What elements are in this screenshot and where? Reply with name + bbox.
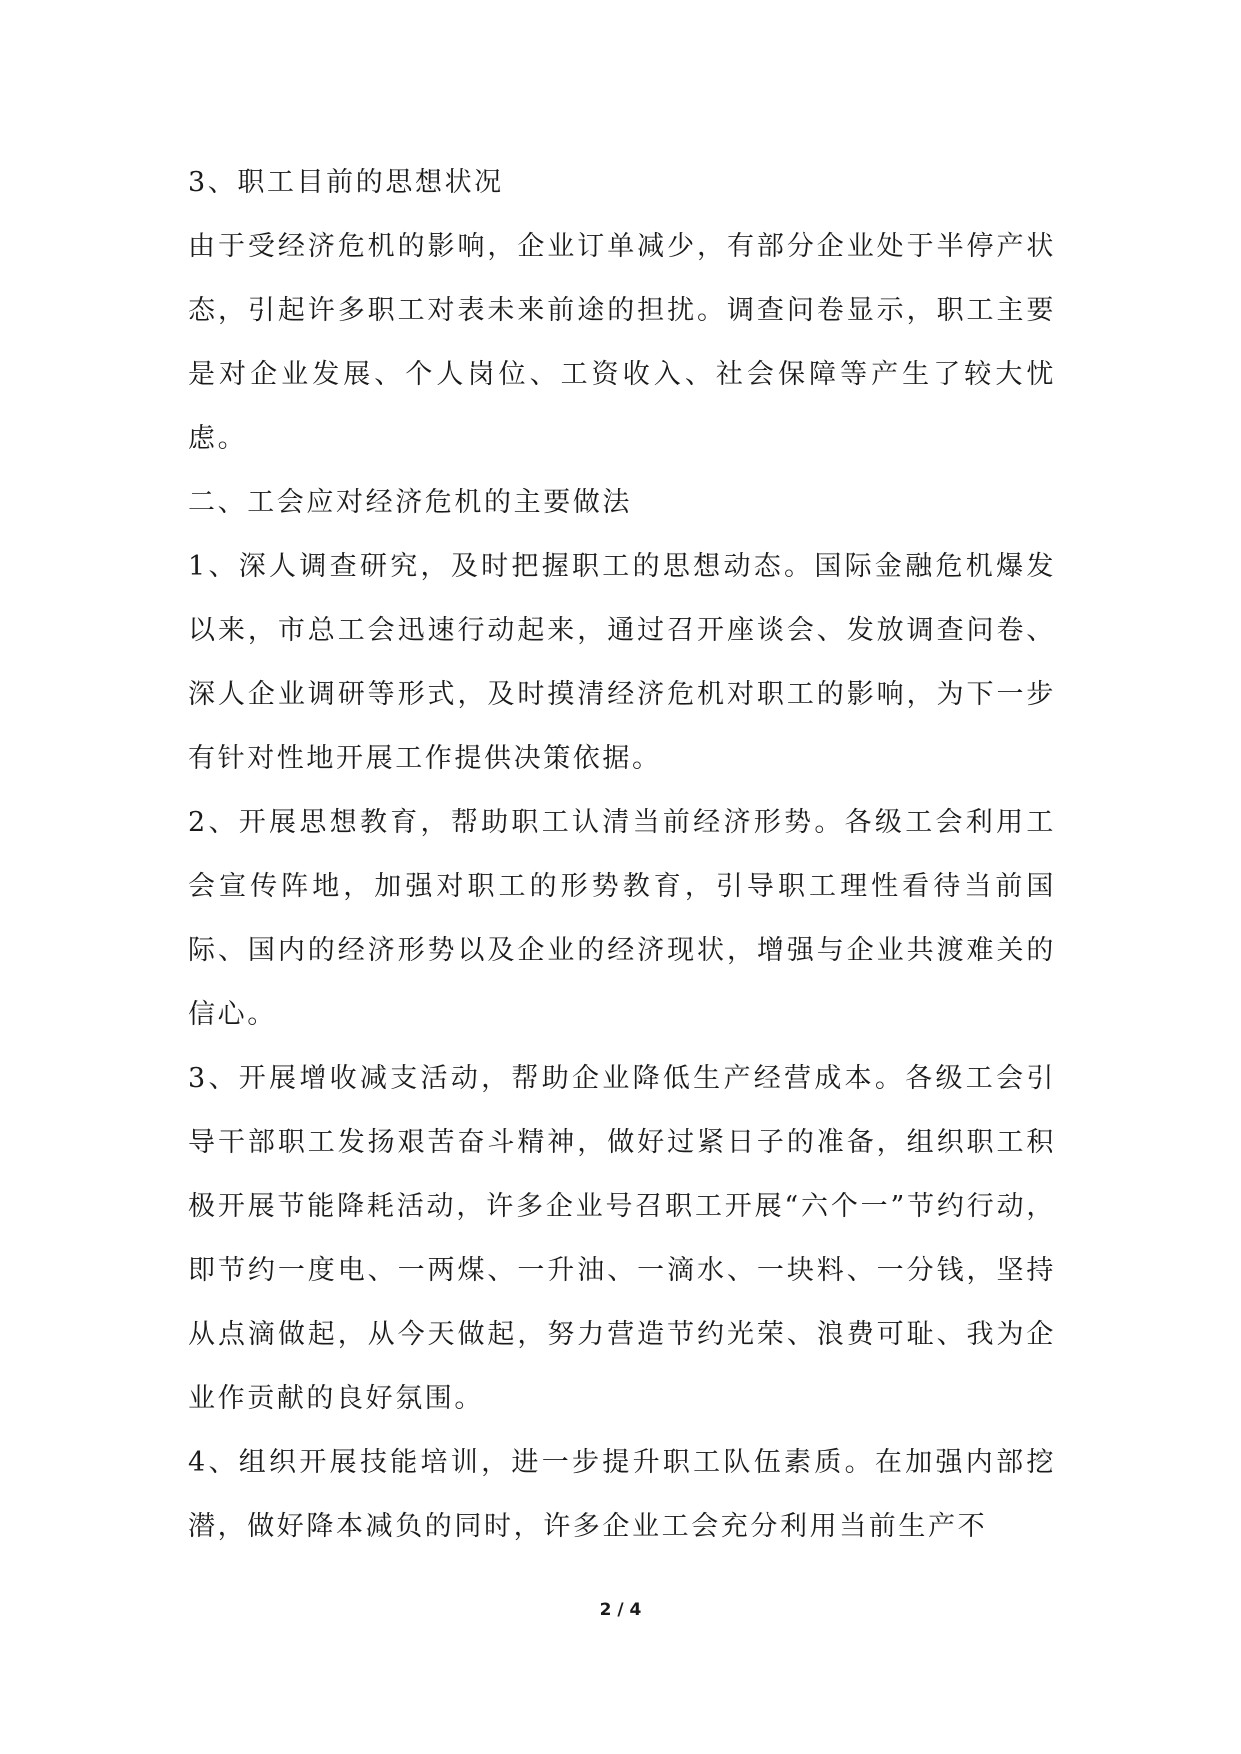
page-number: 2 / 4 [599, 1600, 642, 1620]
paragraph-item-1: 1、深人调查研究，及时把握职工的思想动态。国际金融危机爆发以来，市总工会迅速行动起来，通过召开座谈会、发放调查问卷、深人企业调研等形式，及时摸清经济危机对职工的影响，为下一步有针对性地开展工作提供决策依据。 [188, 551, 1056, 774]
paragraph-section-heading-2: 二、工会应对经济危机的主要做法 [188, 487, 632, 518]
paragraph-item-2: 2、开展思想教育，帮助职工认清当前经济形势。各级工会利用工会宣传阵地，加强对职工的形势教育，引导职工理性看待当前国际、国内的经济形势以及企业的经济现状，增强与企业共渡难关的信心。 [188, 807, 1056, 1030]
paragraph-section-heading-3: 3、职工目前的思想状况 [188, 167, 504, 198]
paragraph-item-4: 4、组织开展技能培训，进一步提升职工队伍素质。在加强内部挖潜，做好降本减负的同时，许多企业工会充分利用当前生产不 [188, 1447, 1056, 1542]
paragraph-item-3: 3、开展增收减支活动，帮助企业降低生产经营成本。各级工会引导干部职工发扬艰苦奋斗精神，做好过紧日子的准备，组织职工积极开展节能降耗活动，许多企业号召职工开展“六个一”节约行动，即节约一度电、一两煤、一升油、一滴水、一块料、一分钱，坚持从点滴做起，从今天做起，努力营造节约光荣、浪费可耻、我为企业作贡献的良好氛围。 [188, 1063, 1056, 1414]
body-text [188, 151, 1056, 1559]
paragraph-economic-impact: 由于受经济危机的影响，企业订单减少，有部分企业处于半停产状态，引起许多职工对表未来前途的担扰。调查问卷显示，职工主要是对企业发展、个人岗位、工资收入、社会保障等产生了较大忧虑。 [188, 231, 1056, 454]
